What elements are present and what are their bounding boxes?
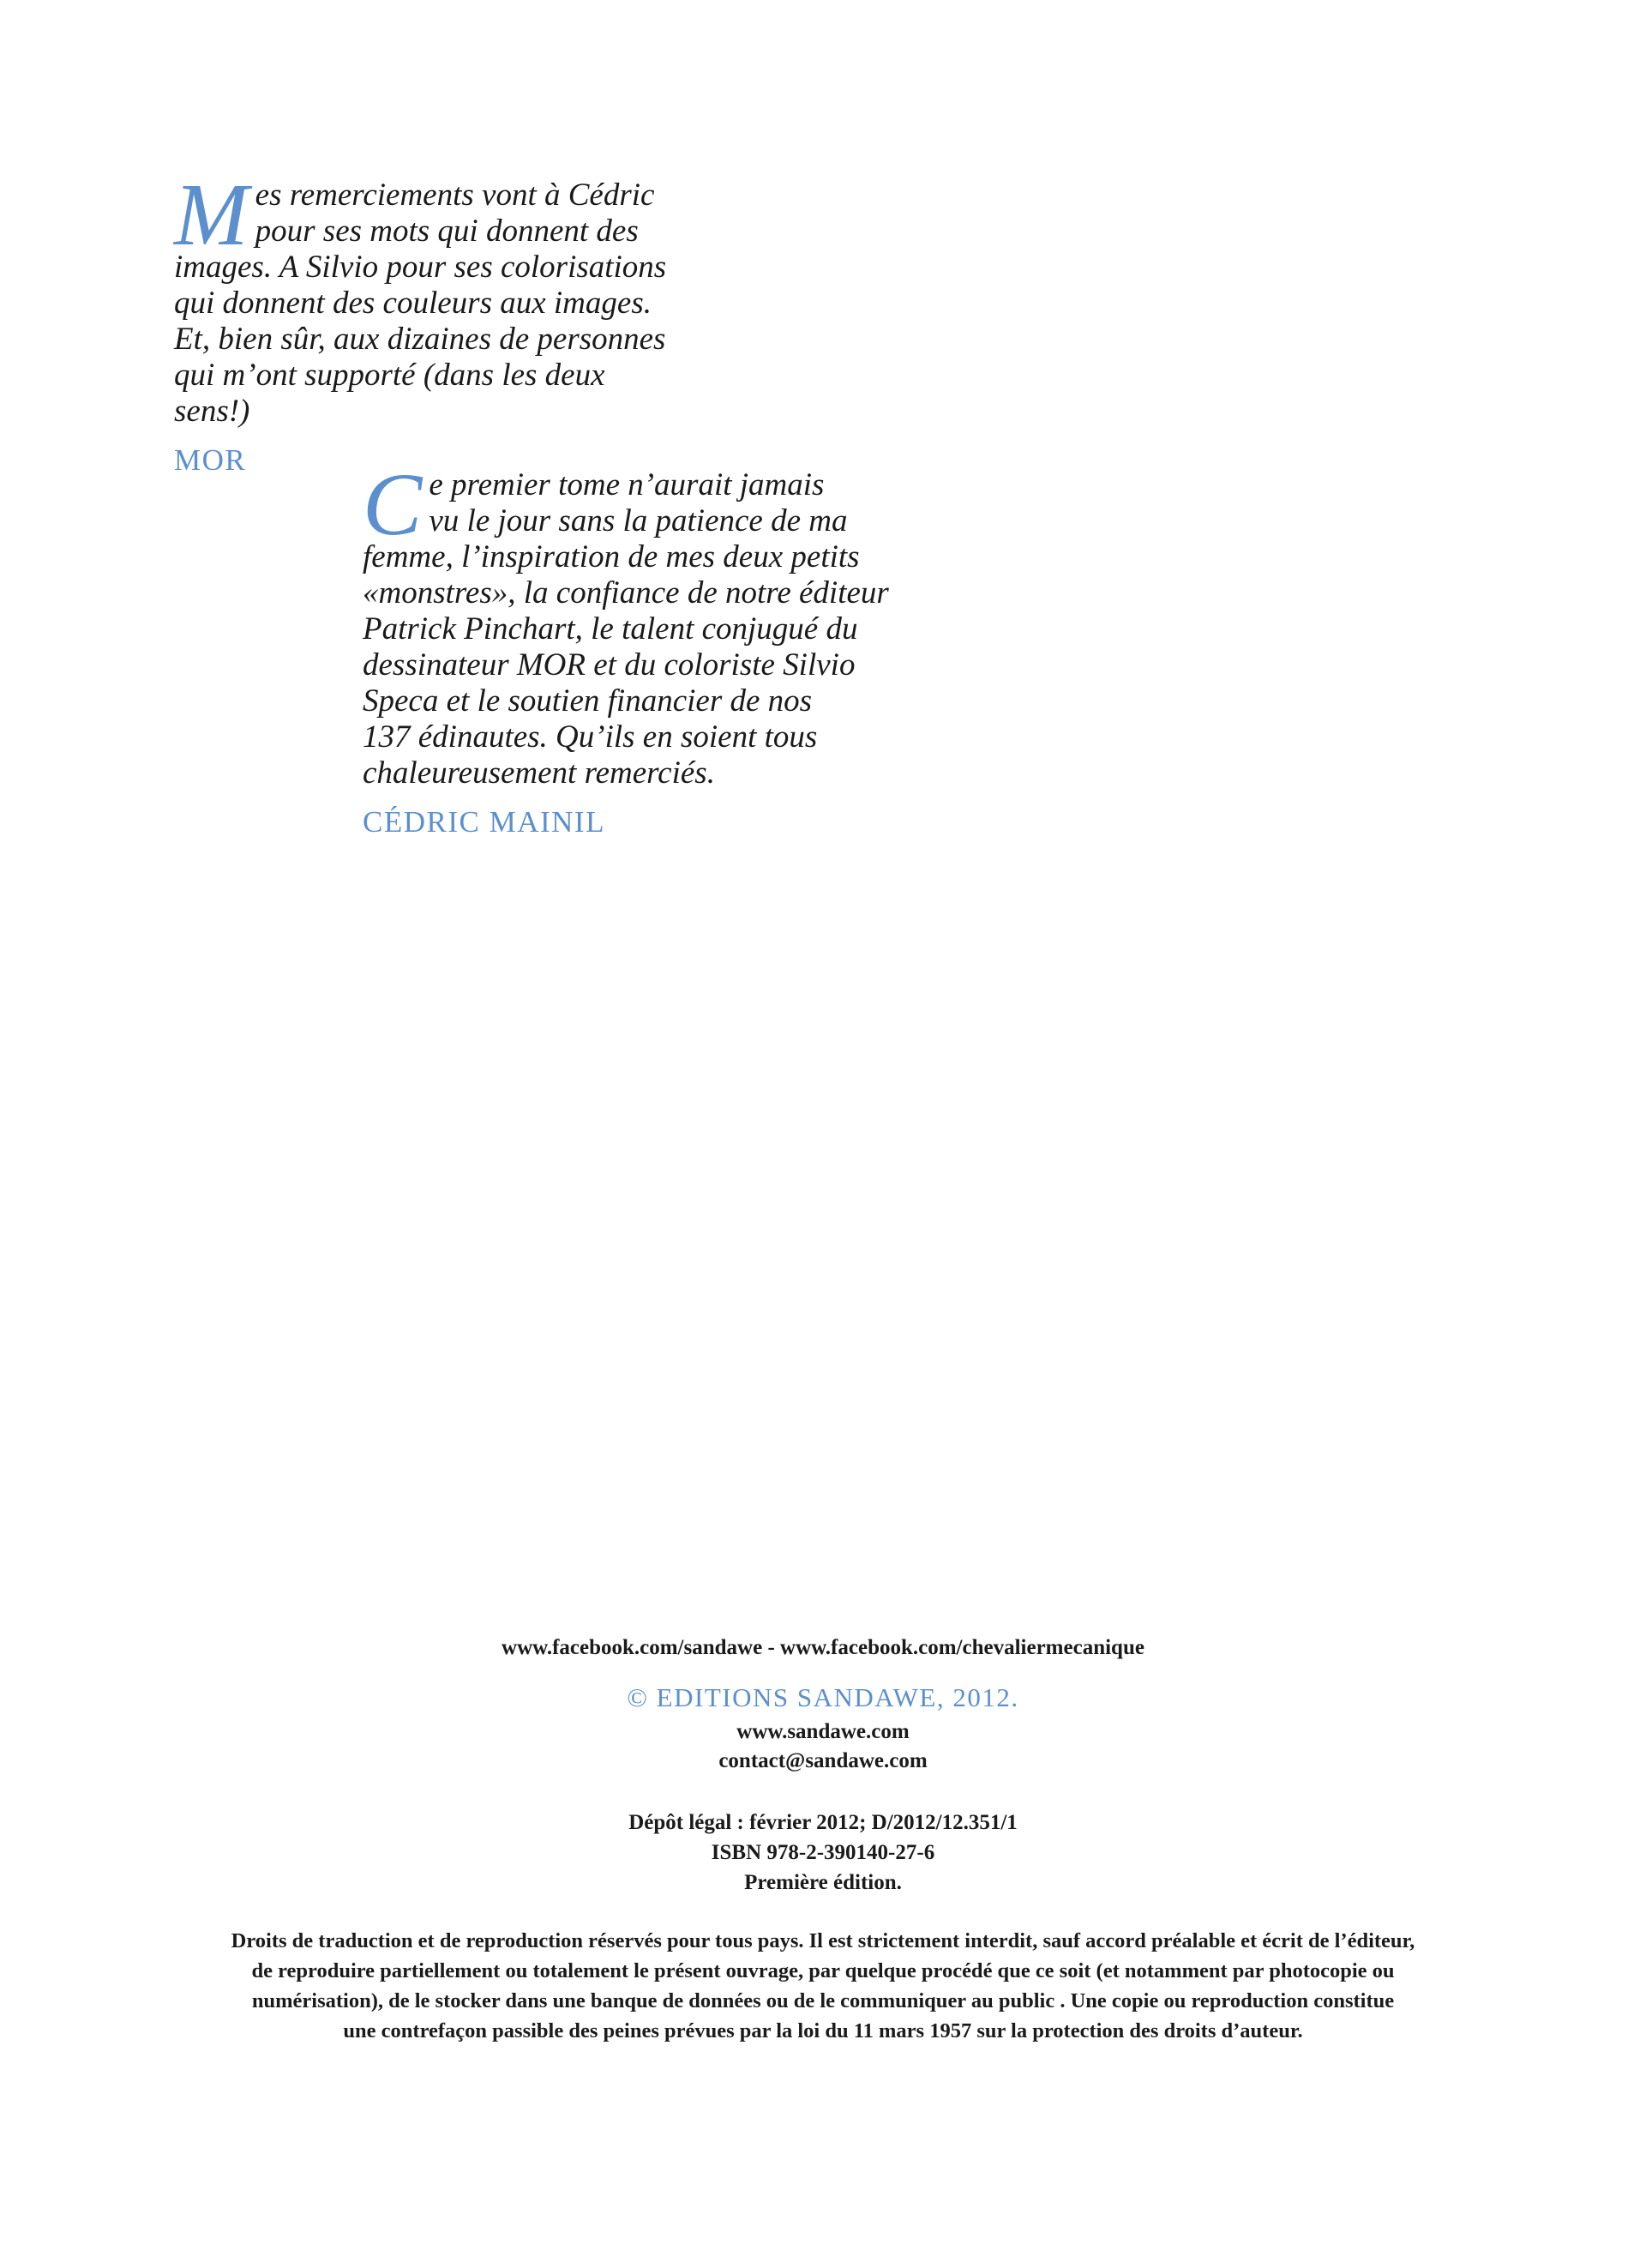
ack-line: vu le jour sans la patience de ma bbox=[429, 503, 848, 538]
contact-email: contact@sandawe.com bbox=[718, 1749, 928, 1772]
ack-line: e premier tome n’aurait jamais bbox=[429, 467, 825, 502]
drop-cap: C bbox=[363, 455, 423, 554]
legal-info bbox=[0, 1808, 1646, 1898]
ack-line: pour ses mots qui donnent des bbox=[255, 214, 639, 249]
ack-line: Patrick Pinchart, le talent conjugué du bbox=[363, 611, 858, 647]
isbn: ISBN 978-2-390140-27-6 bbox=[711, 1841, 935, 1864]
website-url: www.sandawe.com bbox=[736, 1720, 910, 1743]
acknowledgement-text bbox=[174, 165, 688, 430]
ack-line: dessinateur MOR et du coloriste Silvio bbox=[363, 647, 856, 683]
signature-cedric-mainil: CÉDRIC MAINIL bbox=[363, 805, 605, 839]
ack-line: chaleureusement remerciés. bbox=[363, 755, 715, 791]
ack-line: «monstres», la confiance de notre éditeur bbox=[363, 575, 889, 611]
ack-line: qui donnent des couleurs aux images. bbox=[174, 286, 652, 321]
ack-line: qui m’ont supporté (dans les deux sens!) bbox=[174, 358, 605, 429]
ack-line: femme, l’inspiration de mes deux petits bbox=[363, 539, 860, 575]
ack-line: Et, bien sûr, aux dizaines de personnes bbox=[174, 322, 666, 357]
ack-line: 137 édinautes. Qu’ils en soient tous bbox=[363, 719, 818, 755]
copyright-notice: © EDITIONS SANDAWE, 2012. bbox=[627, 1682, 1019, 1712]
ack-line: images. A Silvio pour ses colorisations bbox=[174, 250, 667, 285]
rights-line: de reproduire partiellement ou totalement le présent ouvrage, par quelque procédé que ce soit (et notamment par photocopie ou bbox=[251, 1959, 1395, 1982]
acknowledgement-mor bbox=[174, 165, 688, 478]
rights-notice bbox=[0, 1926, 1646, 2046]
signature-mor: MOR bbox=[174, 443, 247, 477]
rights-line: numérisation), de le stocker dans une banque de données ou de le communiquer au public . Une copie ou reproduction constitue bbox=[251, 1989, 1395, 2012]
ack-line: Speca et le soutien financier de nos bbox=[363, 683, 813, 719]
rights-line: une contrefaçon passible des peines prévues par la loi du 11 mars 1957 sur la protection des droits d’auteur. bbox=[343, 2019, 1303, 2042]
ack-line: es remerciements vont à Cédric bbox=[255, 177, 655, 213]
legal-deposit: Dépôt légal : février 2012; D/2012/12.351/1 bbox=[628, 1811, 1018, 1834]
drop-cap: M bbox=[174, 165, 249, 264]
rights-line: Droits de traduction et de reproduction réservés pour tous pays. Il est strictement interdit, sauf accord préalable et écrit de l’éditeur, bbox=[231, 1929, 1415, 1952]
social-links: www.facebook.com/sandawe - www.facebook.com/chevaliermecanique bbox=[502, 1636, 1144, 1659]
acknowledgement-cedric-mainil bbox=[363, 455, 894, 840]
edition-note: Première édition. bbox=[744, 1871, 902, 1894]
acknowledgement-text bbox=[363, 455, 894, 791]
